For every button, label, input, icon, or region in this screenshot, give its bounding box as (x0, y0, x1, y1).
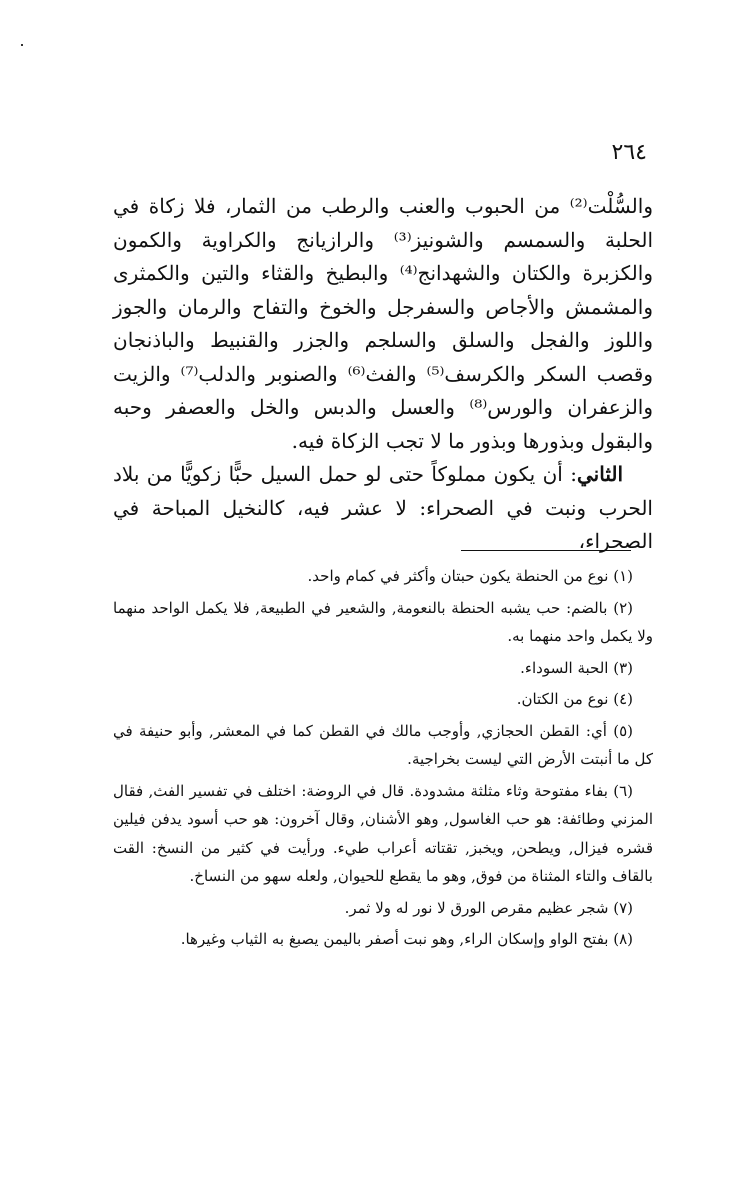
footnote-1: (١) نوع من الحنطة يكون حبتان وأكثر في كمام واحد. (307, 567, 633, 585)
main-paragraph-1: والسُّلْت⁽²⁾ من الحبوب والعنب والرطب من الثمار، فلا زكاة في الحلبة والسمسم والشونيز⁽³⁾ والرازيانج والكراوية والكمون والكزبرة والكتان والشهدانج⁽⁴⁾ والبطيخ والقثاء والتين والكمثرى والمشمش والأجاص والسفرجل والخوخ والتفاح والرمان والجوز واللوز والفجل والسلق والسلجم والجزر والقنبيط والباذنجان وقصب السكر والكرسف⁽⁵⁾ والفث⁽⁶⁾ والصنوبر والدلب⁽⁷⁾ والزيت والزعفران والورس⁽⁸⁾ والعسل والدبس والخل والعصفر وحبه والبقول وبذورها وبذور ما لا تجب الزكاة فيه. (113, 194, 654, 453)
scan-speck (21, 44, 23, 46)
footnotes (113, 562, 653, 957)
main-paragraph-2 (113, 458, 653, 559)
page-number: ٢٦٤ (611, 140, 647, 165)
footnote-7: (٧) شجر عظيم مقرص الورق لا نور له ولا ثمر. (344, 898, 633, 917)
main-text (113, 190, 653, 559)
footnote-6: (٦) بفاء مفتوحة وثاء مثلثة مشدودة. قال في الروضة: اختلف في تفسير الفث, فقال المزني وطائفة: هو حب الغاسول, وهو الأشنان, وقال آخرون: هو حب أسود يدفن فيلين قشره فيزال, ويطحن, ويخبز, تقتاته أعراب طيء. ورأيت في كثير من النسخ: القت بالقاف والتاء المثناة من فوق, وهو ما يقطع للحيوان, ولعله سهو من النساخ. (113, 781, 653, 885)
footnote-8: (٨) بفتح الواو وإسكان الراء, وهو نبت أصفر باليمن يصبغ به الثياب وغيرها. (180, 930, 633, 948)
footnote-4: (٤) نوع من الكتان. (516, 690, 633, 708)
footnote-3: (٣) الحبة السوداء. (520, 658, 633, 677)
footnote-separator (461, 550, 631, 551)
paragraph-2-text: : أن يكون مملوكاً حتى لو حمل السيل حبًّا زكويًّا من بلاد الحرب ونبت في الصحراء: لا عشر فيه، كالنخيل المباحة في الصحراء، (113, 462, 653, 553)
paragraph-lead-word: الثاني (576, 462, 623, 486)
footnote-2: (٢) بالضم: حب يشبه الحنطة بالنعومة, والشعير في الطبيعة, فلا يكمل الواحد منهما ولا يكمل واحد منهما به. (113, 598, 653, 645)
footnote-5: (٥) أي: القطن الحجازي, وأوجب مالك في القطن كما في المعشر, وأبو حنيفة في كل ما أنبتت الأرض التي ليست بخراجية. (113, 721, 653, 768)
